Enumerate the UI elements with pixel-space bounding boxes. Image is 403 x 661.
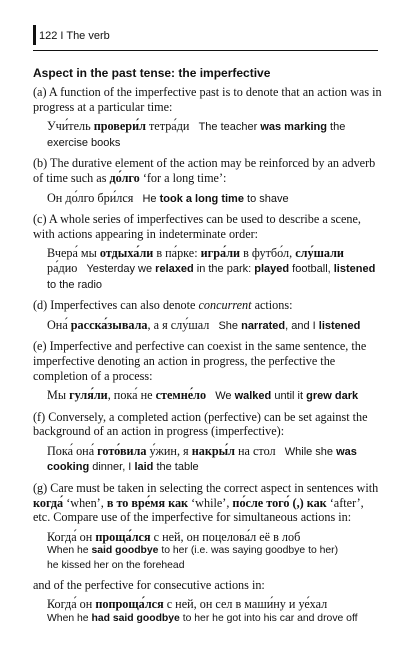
example-h-en: When he had said goodbye to her he got into his car and drove off [47, 612, 358, 624]
example-f-en: While she was cooking dinner, I laid the table [47, 445, 357, 474]
example-g-en-line2: he kissed her on the forehead [47, 560, 185, 572]
example-c-ru: Вчера́ мы отдыха́ли в па́рке: игра́ли в футбо́л, слу́шали ра́дио [47, 246, 344, 275]
example-d-en: She narrated, and I listened [218, 319, 361, 332]
running-header [33, 25, 110, 45]
example-d-ru: Она́ расска́зывала, а я слу́шал [47, 317, 210, 332]
paragraph-g: (g) Care must be taken in selecting the correct aspect in sentences with когда́ ‘when’, в то вре́мя как ‘while’, по́сле того́ (,) как ‘after’, etc. Compare use of the imperfective for simultaneous actions in: [33, 481, 379, 525]
example-a-ru: Учи́тель провери́л тетра́ди [47, 119, 190, 134]
example-b-en: He took a long time to shave [142, 192, 289, 205]
example-d [47, 318, 383, 334]
example-h [47, 597, 383, 626]
header-rule [33, 50, 378, 51]
paragraph-a: (a) A function of the imperfective past is to denote that an action was in progress at a particular time: [33, 85, 382, 114]
example-b-ru: Он до́лго бри́лся [47, 190, 134, 205]
chapter-title: The verb [66, 30, 110, 42]
example-f [47, 444, 383, 475]
paragraph-c: (c) A whole series of imperfectives can be used to describe a scene, with actions appearing in indeterminate order: [33, 212, 361, 241]
example-c [47, 246, 383, 292]
example-a-en: The teacher was marking the exercise books [47, 121, 346, 149]
section-heading: Aspect in the past tense: the imperfective [33, 66, 271, 80]
example-g-ru: Когда́ он проща́лся с ней, он поцелова́л её в лоб [47, 529, 301, 544]
example-g-en-line1: When he said goodbye to her (i.e. was saying goodbye to her) [47, 545, 339, 557]
example-c-en: Yesterday we relaxed in the park: played football, listened to the radio [47, 262, 376, 291]
page-number: 122 [39, 30, 58, 42]
paragraph-d: (d) Imperfectives can also denote concurrent actions: [33, 298, 293, 313]
example-h-ru: Когда́ он попроща́лся с ней, он сел в маши́ну и уе́хал [47, 597, 328, 612]
example-e-ru: Мы гуля́ли, пока́ не стемне́ло [47, 388, 207, 403]
header-bar [33, 25, 36, 45]
example-e-en: We walked until it grew dark [215, 390, 359, 403]
paragraph-e: (e) Imperfective and perfective can coexist in the same sentence, the imperfective denoting an action in progress, the perfective the completion of a process: [33, 339, 367, 383]
example-a [47, 119, 383, 150]
example-g [47, 530, 383, 574]
paragraph-f: (f) Conversely, a completed action (perfective) can be set against the background of an action in progress (imperfective): [33, 409, 368, 439]
example-f-ru: Пока́ она́ гото́вила у́жин, я накры́л на стол [47, 443, 276, 458]
page-content [33, 66, 383, 630]
paragraph-h: and of the perfective for consecutive actions in: [33, 577, 265, 592]
paragraph-b: (b) The durative element of the action may be reinforced by an adverb of time such as до́лго ‘for a long time’: [33, 156, 376, 185]
header-separator: I [60, 30, 64, 42]
example-b [47, 191, 383, 207]
example-e [47, 388, 383, 404]
